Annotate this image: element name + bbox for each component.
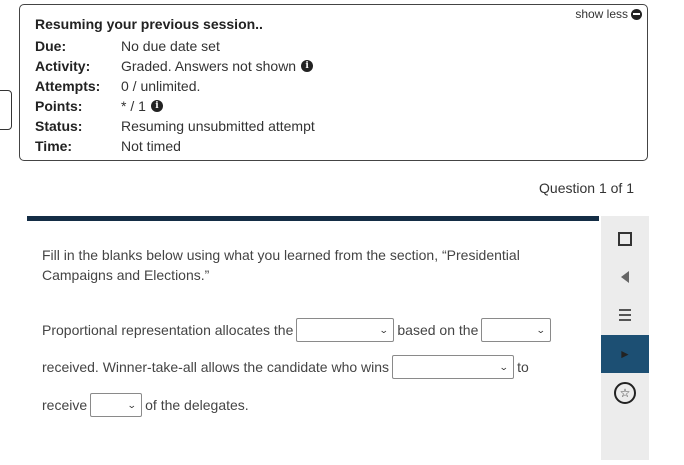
status-row bbox=[35, 116, 315, 136]
question-counter: Question 1 of 1 bbox=[539, 180, 634, 196]
points-label: Points: bbox=[35, 98, 83, 114]
question-line-2 bbox=[42, 355, 529, 379]
previous-icon bbox=[621, 271, 629, 283]
attempts-value: 0 / unlimited. bbox=[121, 78, 201, 94]
time-label: Time: bbox=[35, 138, 73, 154]
attempts-label: Attempts: bbox=[35, 78, 101, 94]
line3-text-a: receive bbox=[42, 397, 88, 413]
chevron-down-icon: ⌄ bbox=[126, 399, 137, 410]
right-toolbar bbox=[601, 216, 649, 460]
session-info-panel bbox=[19, 4, 648, 161]
question-intro: Fill in the blanks below using what you learned from the section, “Presidential Campaigns and Elections.” bbox=[42, 247, 520, 283]
activity-value-wrap bbox=[121, 58, 313, 74]
session-title: Resuming your previous session.. bbox=[35, 16, 263, 32]
due-label: Due: bbox=[35, 38, 67, 54]
due-value: No due date set bbox=[121, 38, 220, 54]
session-info-table bbox=[35, 36, 315, 156]
menu-button[interactable] bbox=[601, 296, 649, 334]
line2-text-a: received. Winner-take-all allows the candidate who wins bbox=[42, 359, 390, 375]
line2-text-b: to bbox=[517, 359, 529, 375]
points-value: * / 1 bbox=[121, 98, 146, 114]
attempts-row bbox=[35, 76, 315, 96]
activity-label: Activity: bbox=[35, 58, 91, 74]
menu-icon bbox=[619, 309, 631, 321]
blank-3-dropdown[interactable] bbox=[392, 355, 514, 379]
time-row bbox=[35, 136, 315, 156]
status-value: Resuming unsubmitted attempt bbox=[121, 118, 315, 134]
points-value-wrap bbox=[121, 98, 163, 114]
due-row bbox=[35, 36, 315, 56]
chevron-down-icon: ⌄ bbox=[498, 361, 509, 372]
chevron-down-icon: ⌄ bbox=[535, 324, 546, 335]
expand-icon bbox=[618, 232, 632, 246]
activity-value: Graded. Answers not shown bbox=[121, 58, 297, 74]
question-line-1 bbox=[42, 318, 554, 342]
line1-text-b: based on the bbox=[397, 322, 479, 338]
previous-button[interactable] bbox=[601, 258, 649, 296]
line3-text-b: of the delegates. bbox=[145, 397, 249, 413]
side-panel-tab[interactable] bbox=[0, 90, 12, 130]
accessibility-button[interactable] bbox=[601, 374, 649, 412]
question-panel bbox=[27, 216, 599, 465]
blank-4-dropdown[interactable] bbox=[90, 393, 142, 417]
show-less-toggle[interactable] bbox=[575, 7, 642, 21]
accessibility-icon: ☆ bbox=[614, 382, 636, 404]
time-value: Not timed bbox=[121, 138, 181, 154]
question-line-3 bbox=[42, 393, 249, 417]
expand-button[interactable] bbox=[601, 220, 649, 258]
activity-info-icon[interactable]: i bbox=[301, 60, 313, 72]
chevron-down-icon: ⌄ bbox=[378, 324, 389, 335]
cursor-icon: ► bbox=[619, 347, 631, 361]
points-info-icon[interactable]: i bbox=[151, 100, 163, 112]
status-label: Status: bbox=[35, 118, 83, 134]
collapse-circle-icon bbox=[631, 9, 642, 20]
activity-row bbox=[35, 56, 315, 76]
show-less-label: show less bbox=[575, 7, 628, 21]
points-row bbox=[35, 96, 315, 116]
blank-2-dropdown[interactable] bbox=[481, 318, 551, 342]
blank-1-dropdown[interactable] bbox=[296, 318, 394, 342]
line1-text-a: Proportional representation allocates the bbox=[42, 322, 294, 338]
cursor-tool-button[interactable] bbox=[601, 335, 649, 373]
